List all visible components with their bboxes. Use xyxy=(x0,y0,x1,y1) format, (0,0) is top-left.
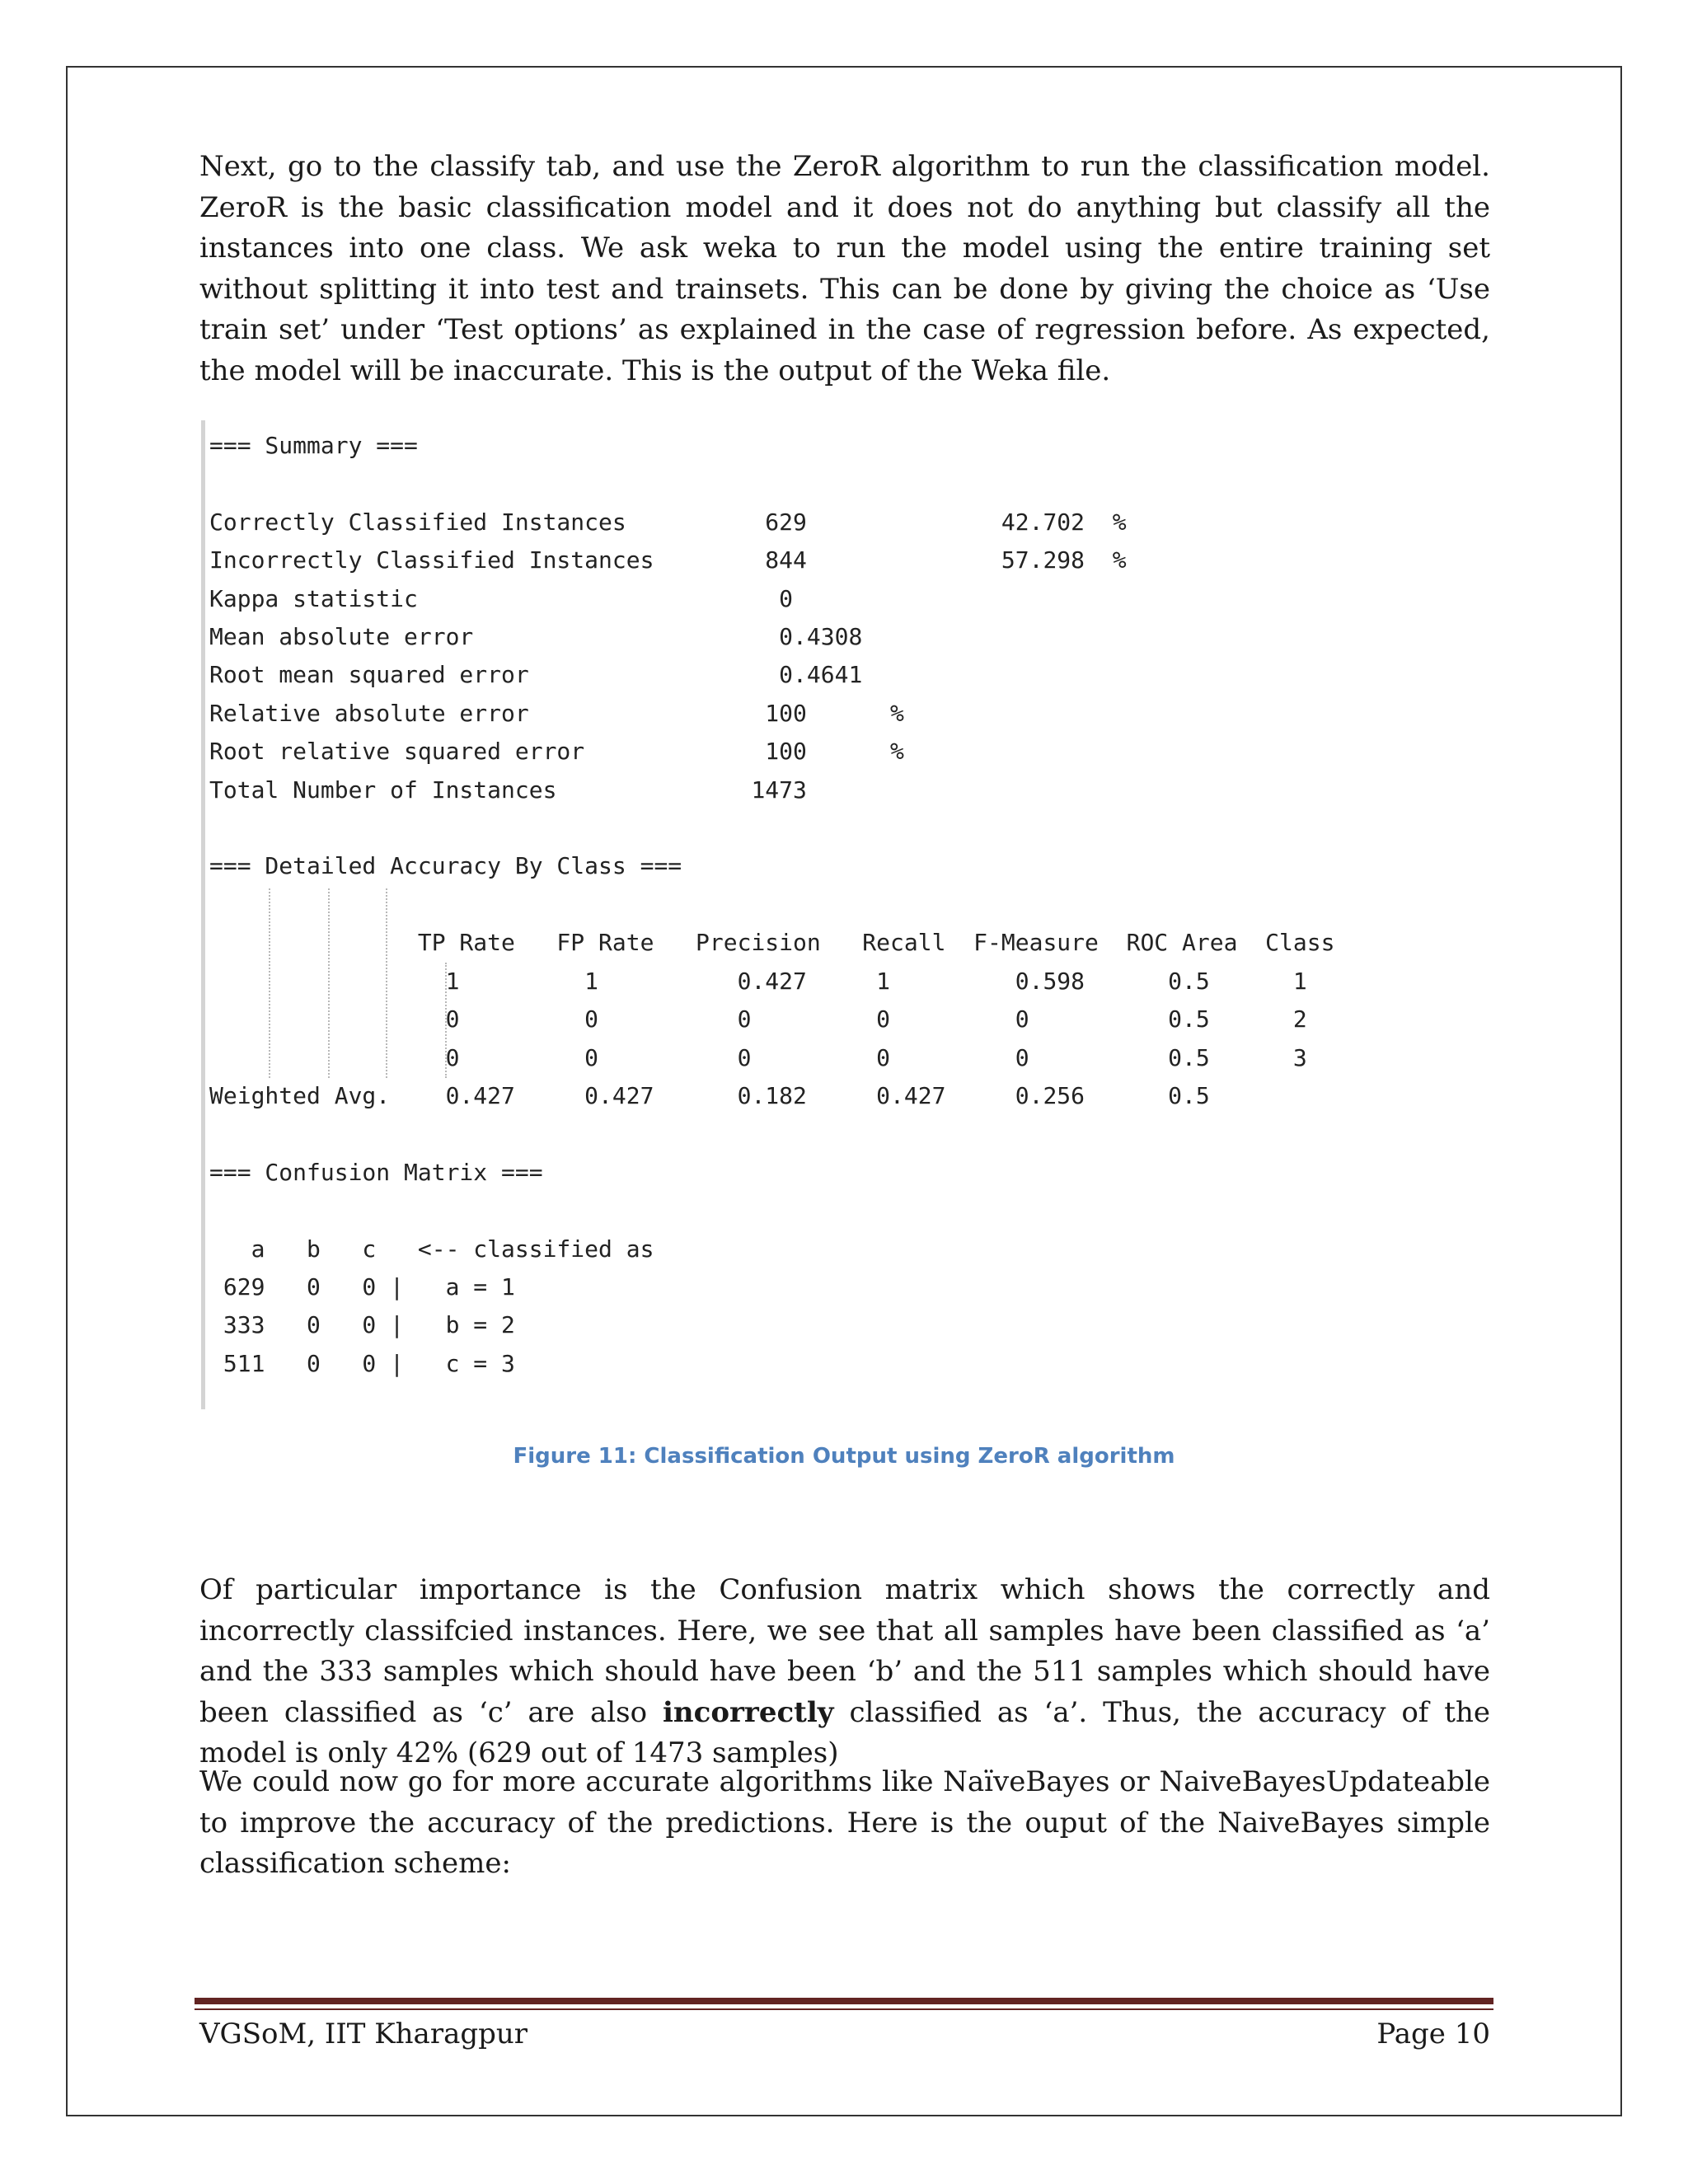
next-steps-paragraph: We could now go for more accurate algorithms like NaïveBayes or NaiveBayesUpdateable to improve the accuracy of the predictions. Here is the ouput of the NaiveBayes simple classification scheme: xyxy=(199,1765,1490,1880)
footer-page-number: Page 10 xyxy=(1376,2018,1490,2050)
weka-output-text: === Summary === Correctly Classified Instances 629 42.702 % Incorrectly Classified Instances 844 57.298 % Kappa statistic 0 Mean absolute error 0.4308 Root mean squared error 0.4641 Relative absolute error 100 % Root relative squared error 100 % Total Number of Instances 1473 === Detailed Accuracy By Class === TP Rate FP Rate Precision Recall F-Measure ROC Area Class 1 1 0.427 1 0.598 0.5 1 0 0 0 0 0 0.5 2 0 0 0 0 0 0.5 3 Weighted Avg. 0.427 0.427 0.182 0.427 0.256 0.5 === Confusion Matrix === a b c <-- classified as 629 0 0 | a = 1 333 0 0 | b = 2 511 0 0 | c = 3 xyxy=(209,432,1335,1377)
confusion-text-b: classified as ‘a’. Thus, the accuracy of the model is only 42% (629 out of 1473 samples) xyxy=(199,1695,1490,1769)
figure-caption: Figure 11: Classification Output using ZeroR algorithm xyxy=(513,1444,1175,1469)
footer-rule xyxy=(195,1998,1493,2004)
intro-paragraph: Next, go to the classify tab, and use the ZeroR algorithm to run the classification model. ZeroR is the basic classification model and it does not do anything but classify all the instances into one class. We ask weka to run the model using the entire training set without splitting it into test and trainsets. This can be done by giving the choice as ‘Use train set’ under ‘Test options’ as explained in the case of regression before. As expected, the model will be inaccurate. This is the output of the Weka file. xyxy=(199,150,1490,387)
footer-rule-thin xyxy=(195,2008,1493,2010)
confusion-text-bold: incorrectly xyxy=(663,1695,834,1729)
confusion-text-a: Of particular importance is the Confusion matrix which shows the correctly and incorrectly classifcied instances. Here, we see that all samples have been classified as ‘a’ and the 333 samples which should have been ‘b’ and the 511 samples which should have been classified as ‘c’ are also xyxy=(199,1573,1490,1729)
confusion-paragraph xyxy=(199,1570,1490,1774)
footer-institution: VGSoM, IIT Kharagpur xyxy=(199,2018,528,2050)
